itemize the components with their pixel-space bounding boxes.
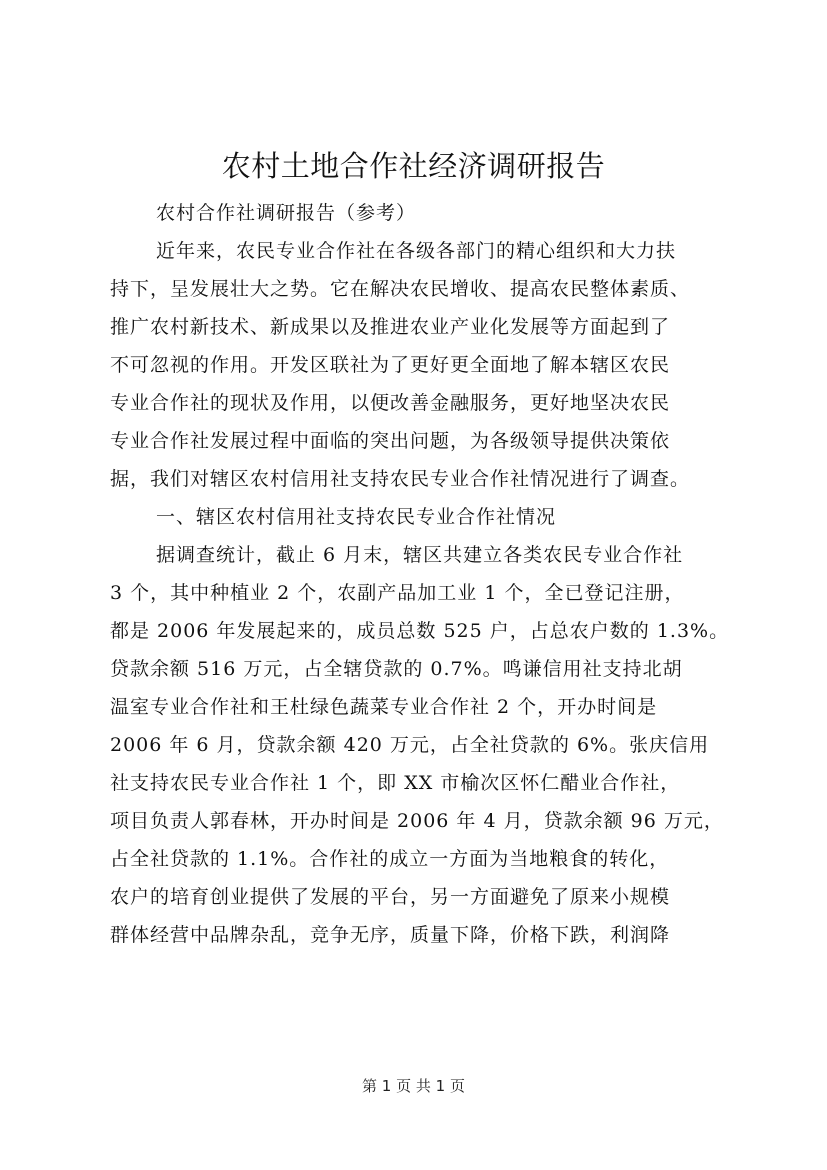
paragraph-line: 专业合作社的现状及作用，以便改善金融服务，更好地坚决农民: [110, 392, 671, 414]
paragraph-line: 都是 2006 年发展起来的，成员总数 525 户，占总农户数的 1.3%。: [110, 620, 730, 642]
document-body: [110, 194, 730, 954]
paragraph-line: 据调查统计，截止 6 月末，辖区共建立各类农民专业合作社: [156, 544, 684, 566]
paragraph-line: 据，我们对辖区农村信用社支持农民专业合作社情况进行了调查。: [110, 468, 691, 490]
paragraph-line: 推广农村新技术、新成果以及推进农业产业化发展等方面起到了: [110, 316, 671, 338]
subtitle-line: 农村合作社调研报告（参考）: [156, 202, 417, 224]
paragraph-line: 贷款余额 516 万元，占全辖贷款的 0.7%。鸣谦信用社支持北胡: [110, 658, 683, 680]
paragraph-line: 社支持农民专业合作社 1 个，即 XX 市榆次区怀仁醋业合作社，: [110, 772, 681, 794]
page-footer: 第 1 页 共 1 页: [362, 1077, 465, 1095]
paragraph-line: 持下，呈发展壮大之势。它在解决农民增收、提高农民整体素质、: [110, 278, 691, 300]
paragraph-line: 群体经营中品牌杂乱，竞争无序，质量下降，价格下跌，利润降: [110, 924, 671, 946]
paragraph-line: 近年来，农民专业合作社在各级各部门的精心组织和大力扶: [156, 240, 677, 262]
paragraph-line: 不可忽视的作用。开发区联社为了更好更全面地了解本辖区农民: [110, 354, 671, 376]
paragraph-line: 温室专业合作社和王杜绿色蔬菜专业合作社 2 个，开办时间是: [110, 696, 658, 718]
section-heading: 一、辖区农村信用社支持农民专业合作社情况: [156, 506, 557, 528]
paragraph-line: 项目负责人郭春林，开办时间是 2006 年 4 月，贷款余额 96 万元，: [110, 810, 724, 832]
paragraph-line: 2006 年 6 月，贷款余额 420 万元，占全社贷款的 6%。张庆信用: [110, 734, 710, 756]
paragraph-line: 专业合作社发展过程中面临的突出问题，为各级领导提供决策依: [110, 430, 671, 452]
paragraph-line: 占全社贷款的 1.1%。合作社的成立一方面为当地粮食的转化，: [110, 848, 670, 870]
paragraph-line: 农户的培育创业提供了发展的平台，另一方面避免了原来小规模: [110, 886, 671, 908]
paragraph-line: 3 个，其中种植业 2 个，农副产品加工业 1 个，全已登记注册，: [110, 582, 685, 604]
document-title: 农村土地合作社经济调研报告: [221, 149, 606, 183]
